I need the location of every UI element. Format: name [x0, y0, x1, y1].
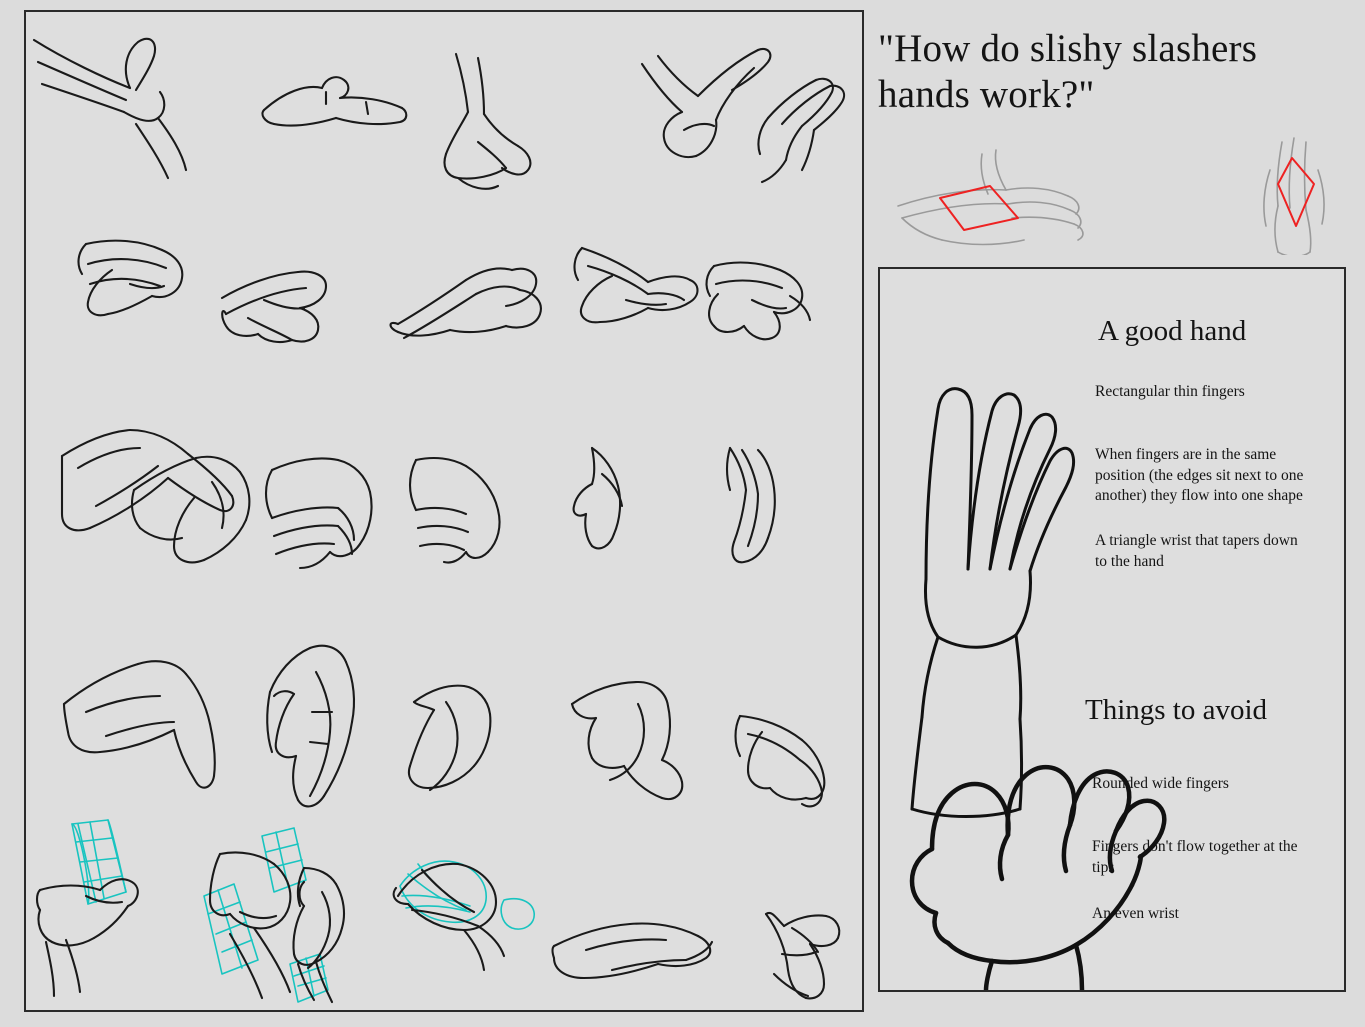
- avoid-note-1: Rounded wide fingers: [1092, 775, 1229, 792]
- bad-hand-illustration: [912, 767, 1164, 990]
- hand-with-red-wrist-kite: [1264, 138, 1324, 255]
- row-4-bent-wrist-hands: [64, 646, 824, 807]
- page-title: [878, 26, 1348, 118]
- row-3-flat-tapered-hands: [62, 430, 775, 568]
- row-1-open-splayed-hands: [34, 39, 844, 189]
- title-line-2: hands work?": [878, 73, 1095, 117]
- red-wrist-kite: [1278, 158, 1314, 226]
- guide-panel: [878, 267, 1346, 992]
- good-hand-note-1: Rectangular thin fingers: [1095, 383, 1245, 400]
- title-line-1: "How do slishy slashers: [878, 27, 1258, 70]
- things-to-avoid-heading: Things to avoid: [1085, 694, 1268, 726]
- avoid-note-2: Fingers don't flow together at the tips: [1092, 838, 1298, 876]
- avoid-note-3: An even wrist: [1092, 905, 1179, 922]
- good-hand-note-2: When fingers are in the same position (the edges sit next to one another) they flow into one shape: [1095, 446, 1304, 505]
- title-sketch-art: [878, 130, 1348, 255]
- guide-illustrations: [880, 269, 1344, 990]
- row-2-curled-claw-hands: [79, 241, 810, 342]
- title-demo-sketches: [878, 130, 1348, 255]
- row-5-construction-hands-with-teal-guides: [37, 820, 839, 1002]
- hand-studies-drawings: [26, 12, 862, 1010]
- hand-with-red-palm-quad: [898, 150, 1083, 245]
- good-hand-note-3: A triangle wrist that tapers down to the hand: [1095, 532, 1298, 570]
- good-hand-heading: A good hand: [1098, 315, 1247, 347]
- good-hand-illustration: [912, 389, 1074, 817]
- hand-studies-sheet: [24, 10, 864, 1012]
